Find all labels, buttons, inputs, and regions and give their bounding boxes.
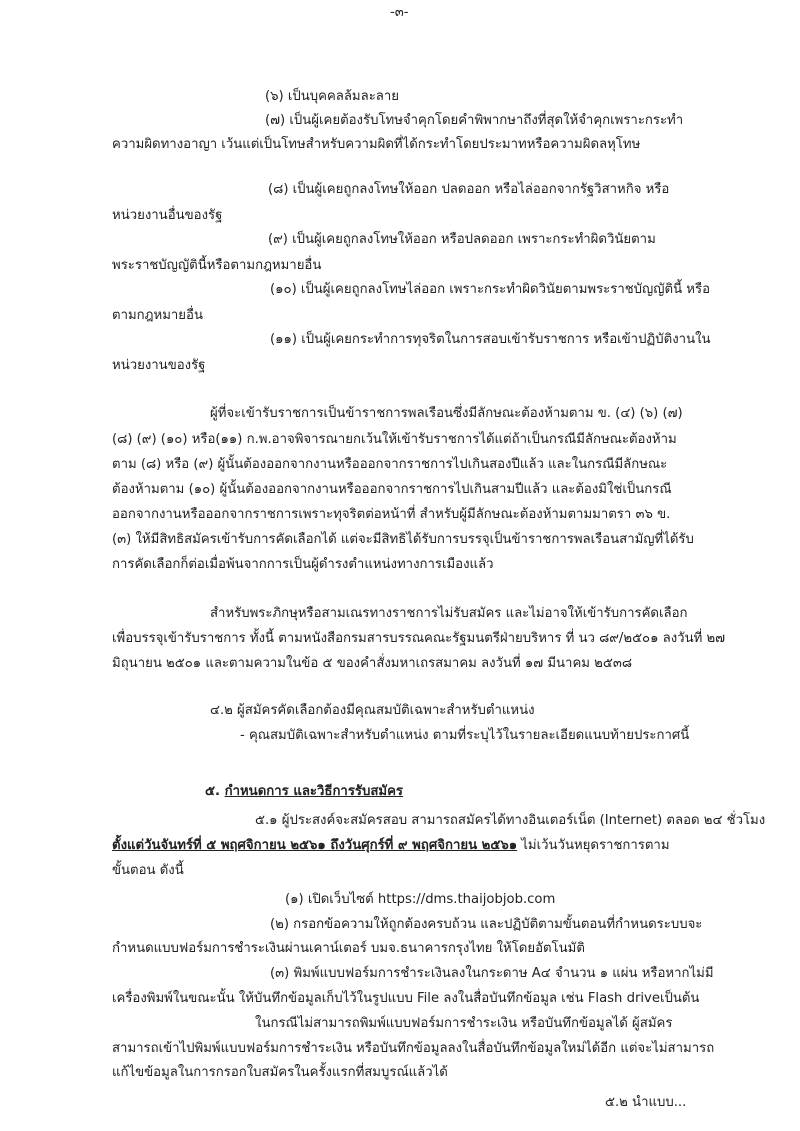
item-7: (๗) เป็นผู้เคยต้องรับโทษจำคุกโดยคำพิพากษาถึงที่สุดให้จำคุกเพราะกระทำ (265, 113, 684, 128)
note-line: ในกรณีไม่สามารถพิมพ์แบบฟอร์มการชำระเงิน หรือบันทึกข้อมูลได้ ผู้สมัคร (255, 1016, 673, 1031)
step-2-cont: กำหนดแบบฟอร์มการชำระเงินผ่านเคาน์เตอร์ บมจ.ธนาคารกรุงไทย ให้โดยอัตโนมัติ (112, 941, 585, 956)
step-2: (๒) กรอกข้อความให้ถูกต้องครบถ้วน และปฏิบัติตามขั้นตอนที่กำหนดระบบจะ (270, 917, 703, 932)
section-5-number: ๕. (205, 784, 220, 799)
exception-paragraph-line: (๓) ให้มีสิทธิสมัครเข้ารับการคัดเลือกได้ แต่จะมีสิทธิได้รับการบรรจุเป็นข้าราชการพลเรือนสามัญที่ได้รับ (112, 532, 694, 547)
step-3: (๓) พิมพ์แบบฟอร์มการชำระเงินลงในกระดาษ A๔ จำนวน ๑ แผ่น หรือหากไม่มี (270, 966, 714, 981)
monk-paragraph-line: มิถุนายน ๒๕๐๑ และตามความในข้อ ๕ ของคำสั่งมหาเถรสมาคม ลงวันที่ ๑๗ มีนาคม ๒๕๓๘ (112, 656, 633, 671)
item-7-cont: ความผิดทางอาญา เว้นแต่เป็นโทษสำหรับความผิดที่ได้กระทำโดยประมาทหรือความผิดลหุโทษ (112, 137, 641, 152)
step-3-cont: เครื่องพิมพ์ในขณะนั้น ให้บันทึกข้อมูลเก็บไว้ในรูปแบบ File ลงในสื่อบันทึกข้อมูล เช่น Flash driveเป็นต้น (112, 991, 700, 1006)
item-9-cont: พระราชบัญญัตินี้หรือตามกฎหมายอื่น (112, 258, 322, 273)
section-4-2-bullet: - คุณสมบัติเฉพาะสำหรับตำแหน่ง ตามที่ระบุไว้ในรายละเอียดแนบท้ายประกาศนี้ (240, 728, 690, 743)
continuation-marker: ๕.๒ นำแบบ... (605, 1095, 687, 1110)
section-5-1-text: ไม่เว้นวันหยุดราชการตาม (517, 838, 670, 853)
note-line: สามารถเข้าไปพิมพ์แบบฟอร์มการชำระเงิน หรือบันทึกข้อมูลลงในสื่อบันทึกข้อมูลใหม่ได้อีก แต่จะไม่สามารถ (112, 1041, 715, 1056)
exception-paragraph-line: ออกจากงานหรือออกจากราชการเพราะทุจริตต่อหน้าที่ สำหรับผู้มีลักษณะต้องห้ามตามมาตรา ๓๖ ข. (112, 507, 671, 522)
item-6: (๖) เป็นบุคคลล้มละลาย (265, 89, 399, 104)
exception-paragraph-line: ผู้ที่จะเข้ารับราชการเป็นข้าราชการพลเรือนซึ่งมีลักษณะต้องห้ามตาม ข. (๔) (๖) (๗) (210, 406, 683, 421)
item-11: (๑๑) เป็นผู้เคยกระทำการทุจริตในการสอบเข้ารับราชการ หรือเข้าปฏิบัติงานใน (270, 332, 711, 347)
exception-paragraph-line: ต้องห้ามตาม (๑๐) ผู้นั้นต้องออกจากงานหรือออกจากราชการไปเกินสามปีแล้ว และต้องมิใช่เป็นกรณี (112, 482, 672, 497)
section-5-heading (205, 783, 403, 801)
page-number: -๓- (390, 5, 409, 20)
item-11-cont: หน่วยงานของรัฐ (112, 358, 206, 373)
application-dates: ตั้งแต่วันจันทร์ที่ ๕ พฤศจิกายน ๒๕๖๑ ถึงวันศุกร์ที่ ๙ พฤศจิกายน ๒๕๖๑ (112, 838, 518, 853)
section-5-title: กำหนดการ และวิธีการรับสมัคร (224, 784, 404, 799)
section-4-2-title: ๔.๒ ผู้สมัครคัดเลือกต้องมีคุณสมบัติเฉพาะสำหรับตำแหน่ง (210, 703, 535, 718)
item-10: (๑๐) เป็นผู้เคยถูกลงโทษไล่ออก เพราะกระทำผิดวินัยตามพระราชบัญญัตินี้ หรือ (270, 282, 710, 297)
section-5-1-cont: ขั้นตอน ดังนี้ (112, 863, 184, 878)
item-8-cont: หน่วยงานอื่นของรัฐ (112, 208, 223, 223)
exception-paragraph-line: การคัดเลือกก็ต่อเมื่อพ้นจากการเป็นผู้ดำรงตำแหน่งทางการเมืองแล้ว (112, 557, 494, 572)
item-8: (๘) เป็นผู้เคยถูกลงโทษให้ออก ปลดออก หรือไล่ออกจากรัฐวิสาหกิจ หรือ (268, 182, 670, 197)
monk-paragraph-line: เพื่อบรรจุเข้ารับราชการ ทั้งนี้ ตามหนังสือกรมสารบรรณคณะรัฐมนตรีฝ่ายบริหาร ที่ นว ๘๙/๒๕๐๑ ลงวันที่ ๒๗ (112, 631, 726, 646)
note-line: แก้ไขข้อมูลในการกรอกใบสมัครในครั้งแรกที่สมบูรณ์แล้วได้ (112, 1065, 448, 1080)
item-10-cont: ตามกฎหมายอื่น (112, 308, 203, 323)
exception-paragraph-line: ตาม (๘) หรือ (๙) ผู้นั้นต้องออกจากงานหรือออกจากราชการไปเกินสองปีแล้ว และในกรณีมีลักษณะ (112, 457, 668, 472)
step-1: (๑) เปิดเว็บไซต์ https://dms.thaijobjob.com (285, 892, 556, 907)
section-5-1: ๕.๑ ผู้ประสงค์จะสมัครสอบ สามารถสมัครได้ทางอินเตอร์เน็ต (Internet) ตลอด ๒๔ ชั่วโมง (255, 813, 766, 828)
section-5-1-dates-line (112, 837, 670, 855)
monk-paragraph-line: สำหรับพระภิกษุหรือสามเณรทางราชการไม่รับสมัคร และไม่อาจให้เข้ารับการคัดเลือก (210, 606, 688, 621)
item-9: (๙) เป็นผู้เคยถูกลงโทษให้ออก หรือปลดออก เพราะกระทำผิดวินัยตาม (268, 232, 656, 247)
exception-paragraph-line: (๘) (๙) (๑๐) หรือ(๑๑) ก.พ.อาจพิจารณายกเว้นให้เข้ารับราชการได้แต่ถ้าเป็นกรณีมีลักษณะต้องห้าม (112, 432, 677, 447)
